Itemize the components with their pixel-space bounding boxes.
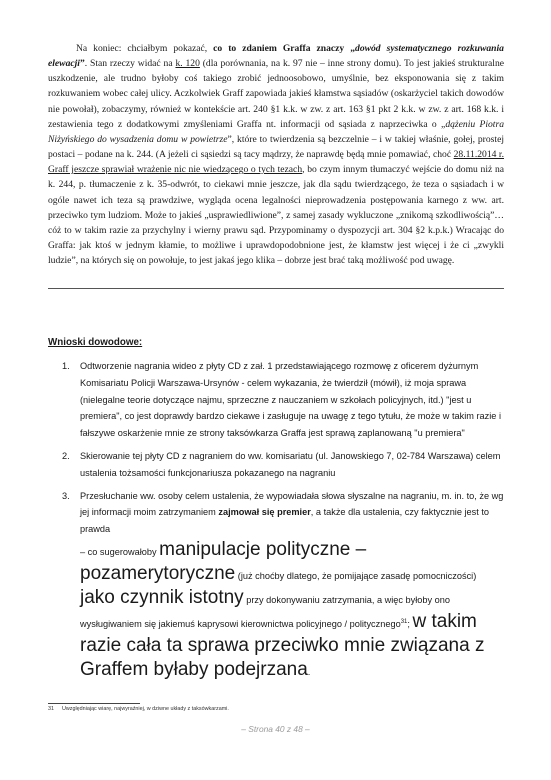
item-number: 2.: [62, 450, 70, 461]
text-run: , bo czym innym tłumaczyć wejście do domu niż na k. 244, p. tłumaczenie z k. 35-odwrót, to ciekawi mnie jeszcze, jak dla sądu twierdzącego, że teza o sąsiadach i w ogóle nawet ich teza są prawdziwe, wygląda ocena legalności nieprowadzenia postępowania karnego z ww. art. przeciwko tym ludziom. Może to jakieś „usprawiedliwione”, z samej zasady wykluczone „znikomą szkodliwością”… cóż to w takim razie za przychylny i wierny prawu sąd. Przypominamy o dyspozycji art. 304 §2 k.p.k.) Wracając do Graffa: jak ktoś w jednym kłamie, to możliwe i uprawdopodobnione jest, że kłamstw jest więcej i że ci „zwykli ludzie”, na których się on powołuje, to jest jakaś jego klika – dobrze jest brać taką możliwość pod uwagę.: [48, 164, 504, 267]
text-run: . Stan rzeczy widać na: [84, 58, 176, 70]
underlined-run: 28.11.2014 r. Graff jeszcze sprawiał wrażenie nic nie wiedzącego o tych tezach: [48, 149, 504, 176]
item-text: [80, 488, 504, 682]
large-text-run: w takim razie cała ta sprawa przeciwko mnie związana z Graffem byłaby podejrzana: [80, 610, 485, 680]
text-run: , a także dla ustalenia, czy faktycznie jest to prawda: [80, 507, 490, 535]
text-run: (już choćby dlatego, że pomijające zasadę pomocniczości): [235, 570, 477, 581]
footnote-text: Uwzględniając wiarę, najwyraźniej, w dziwne układy z taksówkarzami.: [62, 706, 229, 712]
conclusions-list: [48, 358, 504, 688]
text-run: przy dokonywaniu zatrzymania, a więc byłoby ono wysługiwaniem się jakiemuś kaprysowi kierownictwa policyjnego / politycznego: [80, 594, 450, 629]
footnote-ref: 31: [400, 618, 408, 625]
footnote: [48, 706, 504, 712]
body-paragraph: [48, 41, 504, 268]
page-number: – Strona 40 z 48 –: [241, 724, 310, 734]
large-text-run: manipulacje polityczne – pozamerytoryczne: [80, 538, 367, 584]
bold-run: ”: [79, 58, 85, 70]
list-item: [48, 358, 504, 442]
text-run: .: [307, 666, 311, 677]
separator-line: [48, 288, 504, 289]
bold-italic-run: dowód systematycznego rozkuwania elewacji: [48, 43, 504, 70]
item-number: 3.: [62, 490, 70, 501]
text-run: – co sugerowałoby: [80, 546, 160, 557]
text-run: ;: [407, 618, 413, 629]
bold-run: zajmował się premier: [218, 507, 311, 518]
bold-run: co to zdaniem Graffa znaczy „: [213, 43, 356, 54]
footnote-number: 31: [48, 706, 54, 712]
text-run: Na koniec: chciałbym pokazać,: [76, 43, 214, 54]
text-run: Przesłuchanie ww. osoby celem ustalenia, że wypowiadała słowa słyszalne na nagraniu, m. in. to, że wg jej informacji moim zatrzymaniem: [80, 490, 504, 518]
footnote-separator: [48, 703, 140, 704]
large-text-run: jako czynnik istotny: [80, 586, 244, 608]
italic-run: dążeniu Piotra Niżyńskiego do wysadzenia domu w powietrze: [48, 118, 505, 145]
list-item: [48, 448, 504, 482]
text-run: (dla porównania, na k. 97 nie – inne strony domu). To jest jakieś strukturalne uszkodzenie, ale trudno byłoby coś takiego zrobić jednoosobowo, umyślnie, bez eksponowania się z takim rozkuwaniem wobec całej ulicy. Aczkolwiek Graff zapowiada jakieś kłamstwa sąsiadów (oskarżyciel takich dowodów nie powołał), zobaczymy, również w kontekście art. 240 §1 k.k. w zw. z art. 163 §1 pkt 2 k.k. w zw. z art. 168 k.k. i zestawienia tego z dodatkowymi zmyśleniami Graffa nt. informacji od sąsiada z naprzeciwka o „: [48, 58, 505, 130]
underlined-ref: k. 120: [175, 58, 200, 70]
item-text: Skierowanie tej płyty CD z nagraniem do ww. komisariatu (ul. Janowskiego 7, 02-784 Warszawa) celem ustalenia tożsamości funkcjonariusza pokazanego na nagraniu: [80, 450, 501, 478]
item-text: Odtworzenie nagrania wideo z płyty CD z zał. 1 przedstawiającego rozmowę z oficerem dyżurnym Komisariatu Policji Warszawa-Ursynów - celem wykazania, że twierdził (mówił), iż moja sprawa (nielegalne teorie dotyczące najmu, sprzeczne z nauczaniem w szkołach policyjnych, itd.) "jest u premiera", co jest doprawdy bardzo ciekawe i zasługuje na uwagę z tego tytułu, że może w takim razie i fałszywe oskarżenie mnie ze strony taksówkarza Graffa jest sprawą zaplanowaną "u premiera": [80, 361, 501, 439]
item-number: 1.: [62, 361, 70, 371]
conclusions-heading: Wnioski dowodowe:: [48, 337, 143, 348]
paragraph-text: [48, 41, 504, 268]
list-item: [48, 488, 504, 682]
text-run: ”, które to twierdzenia są bezczelnie – i w takiej właśnie, gołej, prostej postaci – podane na k. 244. (A jeżeli ci sąsiedzi są tacy mądrzy, że naprawdę będą mnie pomawiać, choć: [48, 133, 504, 161]
